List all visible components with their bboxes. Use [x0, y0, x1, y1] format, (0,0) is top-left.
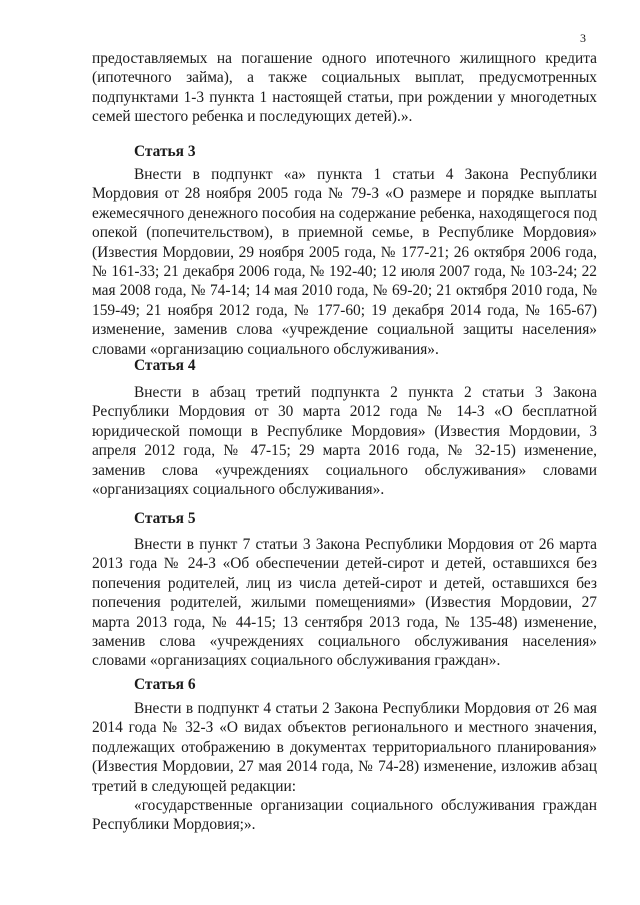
- paragraph-text: Внести в подпункт 4 статьи 2 Закона Республики Мордовия от 26 мая 2014 года № 32-З «О видах объектов регионального и местного значения, подлежащих отображению в документах территориального планирования» (Известия Мордовии, 27 мая 2014 года, № 74-28) изменение, изложив абзац третий в следующей редакции:: [92, 700, 597, 795]
- article-4-body: [92, 383, 597, 499]
- page-number: 3: [580, 31, 586, 45]
- article-6-heading: Статья 6: [134, 676, 196, 693]
- article-6-body: [92, 699, 597, 835]
- article-3-heading: Статья 3: [134, 143, 196, 160]
- paragraph-text: «государственные организации социального обслуживания граждан Республики Мордовия;».: [92, 797, 597, 834]
- paragraph-text: Внести в пункт 7 статьи 3 Закона Республики Мордовия от 26 марта 2013 года № 24-З «Об обеспечении детей-сирот и детей, оставшихся без попечения родителей, лиц из числа детей-сирот и детей, оставшихся без попечения родителей, жилыми помещениями» (Известия Мордовии, 27 марта 2013 года, № 44-15; 13 сентября 2013 года, № 135-48) изменение, заменив слова «учреждениях социального обслуживания населения» словами «организациях социального обслуживания граждан».: [92, 536, 597, 670]
- article-3-body: [92, 165, 597, 359]
- paragraph-text: Внести в подпункт «а» пункта 1 статьи 4 Закона Республики Мордовия от 28 ноября 2005 года № 79-З «О размере и порядке выплаты ежемесячного денежного пособия на содержание ребенка, находящегося под опекой (попечительством), в приемной семье, в Республике Мордовия» (Известия Мордовии, 29 ноября 2005 года, № 177-21; 26 октября 2006 года, № 161-33; 21 декабря 2006 года, № 192-40; 12 июля 2007 года, № 103-24; 22 мая 2008 года, № 74-14; 14 мая 2010 года, № 69-20; 21 октября 2010 года, № 159-49; 21 ноября 2012 года, № 177-60; 19 декабря 2014 года, № 165-67) изменение, заменив слова «учреждение социальной защиты населения» словами «организацию социального обслуживания».: [92, 166, 597, 358]
- paragraph-text: Внести в абзац третий подпункта 2 пункта 2 статьи 3 Закона Республики Мордовия от 30 марта 2012 года № 14-З «О бесплатной юридической помощи в Республике Мордовия» (Известия Мордовии, 3 апреля 2012 года, № 47-15; 29 марта 2016 года, № 32-15) изменение, заменив слова «учреждениях социального обслуживания» словами «организациях социального обслуживания».: [92, 384, 597, 499]
- paragraph-text: предоставляемых на погашение одного ипотечного жилищного кредита (ипотечного займа), а также социальных выплат, предусмотренных подпунктами 1-3 пункта 1 настоящей статьи, при рождении у многодетных семей шестого ребенка и последующих детей).».: [92, 50, 597, 126]
- article-4-heading: Статья 4: [134, 357, 196, 374]
- article-5-body: [92, 535, 597, 671]
- intro-paragraph: [92, 49, 597, 127]
- article-5-heading: Статья 5: [134, 510, 196, 527]
